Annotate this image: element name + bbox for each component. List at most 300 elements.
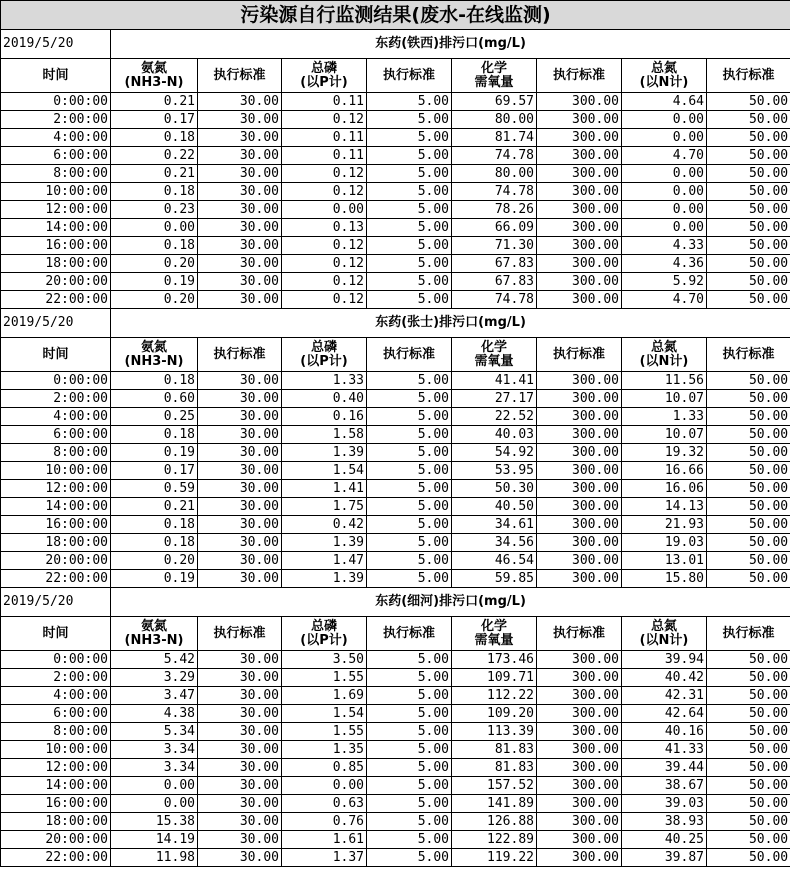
cell-cod: 22.52 — [452, 408, 537, 426]
cell-nh3-std: 30.00 — [198, 795, 282, 813]
table-row — [1, 291, 790, 309]
cell-nh3-std: 30.00 — [198, 498, 282, 516]
cell-time: 20:00:00 — [1, 273, 111, 291]
cell-nh3-std: 30.00 — [198, 444, 282, 462]
cell-cod-std: 300.00 — [537, 273, 622, 291]
header-std-tp: 执行标准 — [367, 617, 452, 651]
header-cod — [452, 617, 537, 651]
cell-tp-std: 5.00 — [367, 201, 452, 219]
cell-tp: 3.50 — [282, 651, 367, 669]
table-row — [1, 219, 790, 237]
cell-cod: 122.89 — [452, 831, 537, 849]
table-row — [1, 813, 790, 831]
header-tp-line2: (以P计) — [300, 632, 348, 648]
cell-tn-std: 50.00 — [707, 408, 790, 426]
cell-tn-std: 50.00 — [707, 111, 790, 129]
header-std-tn: 执行标准 — [707, 617, 790, 651]
cell-cod-std: 300.00 — [537, 237, 622, 255]
cell-tp-std: 5.00 — [367, 552, 452, 570]
cell-cod-std: 300.00 — [537, 255, 622, 273]
cell-tn: 0.00 — [622, 201, 707, 219]
cell-tp: 1.69 — [282, 687, 367, 705]
cell-tn-std: 50.00 — [707, 147, 790, 165]
cell-tp: 1.39 — [282, 534, 367, 552]
cell-tn-std: 50.00 — [707, 165, 790, 183]
cell-tn-std: 50.00 — [707, 93, 790, 111]
cell-cod: 81.83 — [452, 759, 537, 777]
cell-tp-std: 5.00 — [367, 759, 452, 777]
cell-nh3-std: 30.00 — [198, 705, 282, 723]
header-std-cod: 执行标准 — [537, 338, 622, 372]
cell-tn: 10.07 — [622, 390, 707, 408]
cell-tn: 42.31 — [622, 687, 707, 705]
table-body — [1, 1, 790, 867]
cell-tp: 0.12 — [282, 165, 367, 183]
cell-tp: 1.39 — [282, 444, 367, 462]
cell-tn-std: 50.00 — [707, 669, 790, 687]
header-tn — [622, 338, 707, 372]
cell-time: 10:00:00 — [1, 462, 111, 480]
cell-nh3: 5.34 — [111, 723, 198, 741]
cell-nh3-std: 30.00 — [198, 111, 282, 129]
cell-tn: 5.92 — [622, 273, 707, 291]
cell-nh3-std: 30.00 — [198, 408, 282, 426]
header-nh3-line2: (NH3-N) — [124, 74, 184, 90]
cell-time: 8:00:00 — [1, 723, 111, 741]
header-tn — [622, 617, 707, 651]
cell-nh3: 0.18 — [111, 426, 198, 444]
cell-nh3-std: 30.00 — [198, 129, 282, 147]
cell-cod: 141.89 — [452, 795, 537, 813]
cell-cod-std: 300.00 — [537, 291, 622, 309]
cell-cod: 41.41 — [452, 372, 537, 390]
header-time: 时间 — [1, 59, 111, 93]
cell-tp: 0.85 — [282, 759, 367, 777]
cell-cod: 113.39 — [452, 723, 537, 741]
cell-nh3-std: 30.00 — [198, 372, 282, 390]
cell-cod-std: 300.00 — [537, 408, 622, 426]
cell-nh3: 0.00 — [111, 795, 198, 813]
table-row — [1, 723, 790, 741]
cell-cod: 74.78 — [452, 147, 537, 165]
cell-tn: 4.70 — [622, 147, 707, 165]
cell-tp: 1.33 — [282, 372, 367, 390]
cell-time: 4:00:00 — [1, 129, 111, 147]
cell-tp: 1.61 — [282, 831, 367, 849]
cell-time: 0:00:00 — [1, 372, 111, 390]
cell-tn: 0.00 — [622, 129, 707, 147]
cell-tp-std: 5.00 — [367, 534, 452, 552]
cell-nh3: 0.21 — [111, 93, 198, 111]
cell-nh3: 0.00 — [111, 219, 198, 237]
cell-nh3: 0.18 — [111, 183, 198, 201]
header-std-tn: 执行标准 — [707, 338, 790, 372]
header-std-nh3: 执行标准 — [198, 59, 282, 93]
cell-time: 16:00:00 — [1, 237, 111, 255]
cell-tp-std: 5.00 — [367, 669, 452, 687]
table-row — [1, 426, 790, 444]
table-row — [1, 498, 790, 516]
cell-time: 12:00:00 — [1, 480, 111, 498]
cell-nh3: 0.17 — [111, 111, 198, 129]
cell-nh3-std: 30.00 — [198, 426, 282, 444]
cell-tp-std: 5.00 — [367, 741, 452, 759]
cell-time: 20:00:00 — [1, 831, 111, 849]
cell-nh3: 0.18 — [111, 129, 198, 147]
table-row — [1, 480, 790, 498]
cell-time: 6:00:00 — [1, 147, 111, 165]
cell-tp-std: 5.00 — [367, 237, 452, 255]
cell-tp: 0.11 — [282, 147, 367, 165]
cell-nh3: 0.19 — [111, 570, 198, 588]
table-row — [1, 741, 790, 759]
cell-cod-std: 300.00 — [537, 669, 622, 687]
cell-tn: 4.36 — [622, 255, 707, 273]
table-row — [1, 570, 790, 588]
cell-cod: 34.61 — [452, 516, 537, 534]
header-tp — [282, 617, 367, 651]
cell-tp-std: 5.00 — [367, 426, 452, 444]
header-tp-line2: (以P计) — [300, 74, 348, 90]
header-cod — [452, 338, 537, 372]
table-row — [1, 534, 790, 552]
header-tp-line1: 总磷 — [310, 60, 337, 76]
cell-tn-std: 50.00 — [707, 219, 790, 237]
cell-tn-std: 50.00 — [707, 813, 790, 831]
header-std-tp: 执行标准 — [367, 338, 452, 372]
cell-tn-std: 50.00 — [707, 255, 790, 273]
cell-cod: 69.57 — [452, 93, 537, 111]
cell-cod-std: 300.00 — [537, 426, 622, 444]
header-tn-line2: (以N计) — [639, 353, 689, 369]
cell-cod-std: 300.00 — [537, 390, 622, 408]
header-tp-line1: 总磷 — [310, 618, 337, 634]
cell-nh3-std: 30.00 — [198, 237, 282, 255]
table-row — [1, 165, 790, 183]
cell-cod-std: 300.00 — [537, 570, 622, 588]
cell-tp: 1.54 — [282, 462, 367, 480]
cell-tn-std: 50.00 — [707, 831, 790, 849]
cell-tn-std: 50.00 — [707, 534, 790, 552]
cell-time: 16:00:00 — [1, 795, 111, 813]
cell-time: 12:00:00 — [1, 201, 111, 219]
cell-nh3: 3.34 — [111, 741, 198, 759]
cell-tn-std: 50.00 — [707, 723, 790, 741]
table-row — [1, 255, 790, 273]
header-std-cod: 执行标准 — [537, 59, 622, 93]
cell-tn-std: 50.00 — [707, 291, 790, 309]
cell-tn: 1.33 — [622, 408, 707, 426]
cell-tn-std: 50.00 — [707, 390, 790, 408]
header-std-cod: 执行标准 — [537, 617, 622, 651]
cell-tp: 0.16 — [282, 408, 367, 426]
cell-tn-std: 50.00 — [707, 759, 790, 777]
cell-nh3: 0.18 — [111, 237, 198, 255]
section-date: 2019/5/20 — [1, 30, 111, 59]
cell-cod-std: 300.00 — [537, 516, 622, 534]
cell-cod-std: 300.00 — [537, 759, 622, 777]
section-station: 东药(铁西)排污口(mg/L) — [111, 30, 790, 59]
cell-time: 0:00:00 — [1, 93, 111, 111]
section-header-row — [1, 309, 790, 338]
cell-tp-std: 5.00 — [367, 480, 452, 498]
cell-cod-std: 300.00 — [537, 552, 622, 570]
cell-cod: 59.85 — [452, 570, 537, 588]
cell-nh3: 15.38 — [111, 813, 198, 831]
header-tn-line2: (以N计) — [639, 632, 689, 648]
table-row — [1, 651, 790, 669]
cell-time: 10:00:00 — [1, 183, 111, 201]
cell-tp: 1.37 — [282, 849, 367, 867]
table-row — [1, 687, 790, 705]
cell-tn-std: 50.00 — [707, 795, 790, 813]
header-tp-line1: 总磷 — [310, 339, 337, 355]
cell-cod: 109.71 — [452, 669, 537, 687]
cell-tn: 0.00 — [622, 183, 707, 201]
cell-tp-std: 5.00 — [367, 372, 452, 390]
cell-tp: 0.63 — [282, 795, 367, 813]
cell-nh3-std: 30.00 — [198, 777, 282, 795]
cell-tn-std: 50.00 — [707, 516, 790, 534]
cell-tn: 39.44 — [622, 759, 707, 777]
cell-tp-std: 5.00 — [367, 255, 452, 273]
cell-nh3: 14.19 — [111, 831, 198, 849]
cell-time: 22:00:00 — [1, 570, 111, 588]
cell-tp-std: 5.00 — [367, 273, 452, 291]
cell-cod: 74.78 — [452, 291, 537, 309]
cell-tn-std: 50.00 — [707, 237, 790, 255]
cell-tp: 1.35 — [282, 741, 367, 759]
table-row — [1, 462, 790, 480]
cell-tn: 39.03 — [622, 795, 707, 813]
header-tn-line1: 总氮 — [650, 618, 677, 634]
section-header-row — [1, 588, 790, 617]
cell-tn: 0.00 — [622, 165, 707, 183]
cell-cod: 67.83 — [452, 255, 537, 273]
cell-cod-std: 300.00 — [537, 705, 622, 723]
cell-time: 22:00:00 — [1, 291, 111, 309]
cell-time: 14:00:00 — [1, 219, 111, 237]
cell-nh3: 0.18 — [111, 534, 198, 552]
cell-tp: 0.12 — [282, 111, 367, 129]
cell-nh3: 0.25 — [111, 408, 198, 426]
header-cod-line1: 化学 — [480, 60, 507, 76]
cell-tn-std: 50.00 — [707, 777, 790, 795]
cell-tp-std: 5.00 — [367, 498, 452, 516]
cell-cod-std: 300.00 — [537, 147, 622, 165]
cell-cod-std: 300.00 — [537, 201, 622, 219]
cell-tp-std: 5.00 — [367, 408, 452, 426]
cell-nh3: 0.23 — [111, 201, 198, 219]
cell-time: 14:00:00 — [1, 498, 111, 516]
cell-cod-std: 300.00 — [537, 480, 622, 498]
section-station: 东药(细河)排污口(mg/L) — [111, 588, 790, 617]
cell-cod: 54.92 — [452, 444, 537, 462]
table-row — [1, 795, 790, 813]
cell-tp: 0.00 — [282, 777, 367, 795]
cell-time: 20:00:00 — [1, 552, 111, 570]
cell-tp: 1.55 — [282, 669, 367, 687]
cell-tp-std: 5.00 — [367, 849, 452, 867]
cell-nh3-std: 30.00 — [198, 516, 282, 534]
section-header-row — [1, 30, 790, 59]
cell-tn-std: 50.00 — [707, 849, 790, 867]
cell-nh3: 0.59 — [111, 480, 198, 498]
cell-time: 2:00:00 — [1, 111, 111, 129]
cell-tp-std: 5.00 — [367, 93, 452, 111]
cell-cod: 109.20 — [452, 705, 537, 723]
cell-tp: 1.75 — [282, 498, 367, 516]
cell-nh3-std: 30.00 — [198, 723, 282, 741]
cell-tp-std: 5.00 — [367, 831, 452, 849]
cell-nh3-std: 30.00 — [198, 165, 282, 183]
cell-time: 18:00:00 — [1, 534, 111, 552]
cell-nh3: 5.42 — [111, 651, 198, 669]
cell-tp-std: 5.00 — [367, 462, 452, 480]
cell-tn: 19.03 — [622, 534, 707, 552]
cell-cod: 27.17 — [452, 390, 537, 408]
header-nh3-line1: 氨氮 — [140, 339, 167, 355]
cell-tn-std: 50.00 — [707, 498, 790, 516]
cell-nh3-std: 30.00 — [198, 93, 282, 111]
cell-tn: 19.32 — [622, 444, 707, 462]
cell-nh3: 0.19 — [111, 444, 198, 462]
cell-nh3-std: 30.00 — [198, 687, 282, 705]
cell-tp-std: 5.00 — [367, 795, 452, 813]
header-std-tp: 执行标准 — [367, 59, 452, 93]
cell-tp-std: 5.00 — [367, 390, 452, 408]
cell-cod-std: 300.00 — [537, 372, 622, 390]
cell-cod-std: 300.00 — [537, 831, 622, 849]
cell-tp-std: 5.00 — [367, 777, 452, 795]
cell-nh3-std: 30.00 — [198, 273, 282, 291]
cell-time: 6:00:00 — [1, 705, 111, 723]
cell-tn: 0.00 — [622, 111, 707, 129]
cell-tp-std: 5.00 — [367, 111, 452, 129]
cell-cod: 173.46 — [452, 651, 537, 669]
cell-cod-std: 300.00 — [537, 444, 622, 462]
table-row — [1, 111, 790, 129]
cell-tp: 0.12 — [282, 255, 367, 273]
table-row — [1, 849, 790, 867]
cell-tp: 0.42 — [282, 516, 367, 534]
table-row — [1, 237, 790, 255]
header-cod — [452, 59, 537, 93]
header-std-nh3: 执行标准 — [198, 338, 282, 372]
header-tn — [622, 59, 707, 93]
header-cod-line2: 需氧量 — [474, 74, 514, 90]
cell-nh3: 4.38 — [111, 705, 198, 723]
table-row — [1, 372, 790, 390]
cell-cod: 81.83 — [452, 741, 537, 759]
cell-cod: 80.00 — [452, 111, 537, 129]
cell-tn: 16.06 — [622, 480, 707, 498]
column-header-row — [1, 59, 790, 93]
cell-nh3-std: 30.00 — [198, 849, 282, 867]
cell-nh3-std: 30.00 — [198, 183, 282, 201]
header-nh3-line1: 氨氮 — [140, 618, 167, 634]
table-row — [1, 669, 790, 687]
section-date: 2019/5/20 — [1, 309, 111, 338]
cell-cod-std: 300.00 — [537, 723, 622, 741]
header-std-tn: 执行标准 — [707, 59, 790, 93]
cell-cod-std: 300.00 — [537, 498, 622, 516]
cell-tn-std: 50.00 — [707, 741, 790, 759]
cell-nh3: 0.18 — [111, 516, 198, 534]
cell-cod-std: 300.00 — [537, 687, 622, 705]
header-nh3 — [111, 617, 198, 651]
cell-nh3: 0.18 — [111, 372, 198, 390]
cell-cod-std: 300.00 — [537, 129, 622, 147]
cell-cod-std: 300.00 — [537, 93, 622, 111]
cell-cod-std: 300.00 — [537, 849, 622, 867]
cell-cod-std: 300.00 — [537, 462, 622, 480]
cell-cod: 40.50 — [452, 498, 537, 516]
cell-tn: 40.25 — [622, 831, 707, 849]
cell-nh3: 3.29 — [111, 669, 198, 687]
table-row — [1, 516, 790, 534]
cell-cod: 50.30 — [452, 480, 537, 498]
header-tn-line1: 总氮 — [650, 339, 677, 355]
cell-tn: 38.67 — [622, 777, 707, 795]
cell-tn: 4.33 — [622, 237, 707, 255]
cell-tp-std: 5.00 — [367, 651, 452, 669]
cell-nh3-std: 30.00 — [198, 534, 282, 552]
header-tn-line1: 总氮 — [650, 60, 677, 76]
cell-time: 4:00:00 — [1, 408, 111, 426]
cell-cod: 67.83 — [452, 273, 537, 291]
cell-tp-std: 5.00 — [367, 705, 452, 723]
cell-cod-std: 300.00 — [537, 813, 622, 831]
cell-tp-std: 5.00 — [367, 723, 452, 741]
title-row — [1, 1, 790, 30]
cell-tn-std: 50.00 — [707, 570, 790, 588]
column-header-row — [1, 338, 790, 372]
cell-tp-std: 5.00 — [367, 444, 452, 462]
table-row — [1, 273, 790, 291]
cell-tp-std: 5.00 — [367, 291, 452, 309]
cell-tn: 21.93 — [622, 516, 707, 534]
cell-cod: 71.30 — [452, 237, 537, 255]
cell-tn: 14.13 — [622, 498, 707, 516]
cell-cod-std: 300.00 — [537, 219, 622, 237]
cell-tn: 4.70 — [622, 291, 707, 309]
cell-cod: 34.56 — [452, 534, 537, 552]
cell-nh3: 0.20 — [111, 291, 198, 309]
cell-nh3-std: 30.00 — [198, 651, 282, 669]
cell-tn-std: 50.00 — [707, 444, 790, 462]
cell-time: 16:00:00 — [1, 516, 111, 534]
cell-cod: 78.26 — [452, 201, 537, 219]
table-row — [1, 390, 790, 408]
cell-nh3-std: 30.00 — [198, 831, 282, 849]
cell-tp-std: 5.00 — [367, 129, 452, 147]
cell-tn-std: 50.00 — [707, 705, 790, 723]
table-row — [1, 93, 790, 111]
cell-tn: 13.01 — [622, 552, 707, 570]
cell-cod-std: 300.00 — [537, 795, 622, 813]
cell-tp: 1.55 — [282, 723, 367, 741]
table-row — [1, 777, 790, 795]
cell-tp: 1.41 — [282, 480, 367, 498]
cell-cod-std: 300.00 — [537, 777, 622, 795]
cell-tn: 16.66 — [622, 462, 707, 480]
page-title: 污染源自行监测结果(废水-在线监测) — [1, 1, 790, 30]
header-tp — [282, 338, 367, 372]
cell-tn: 0.00 — [622, 219, 707, 237]
cell-time: 12:00:00 — [1, 759, 111, 777]
cell-tn-std: 50.00 — [707, 372, 790, 390]
